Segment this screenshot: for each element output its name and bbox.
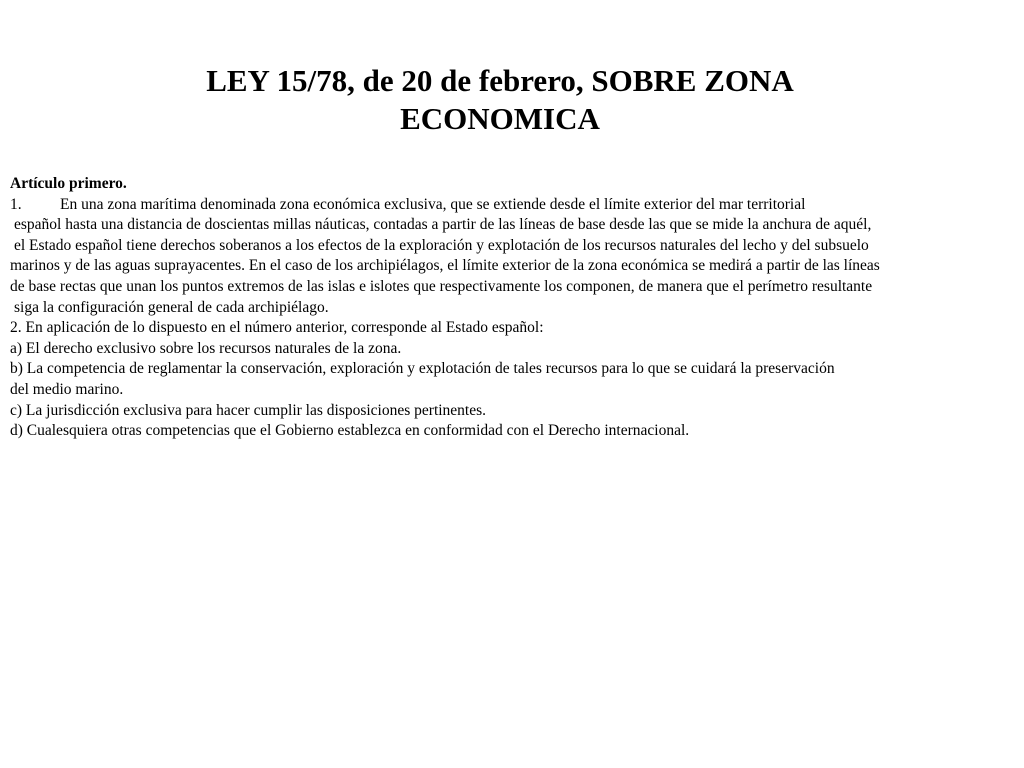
- paragraph-line: siga la configuración general de cada archipiélago.: [14, 298, 329, 316]
- list-item: d) Cualesquiera otras competencias que el Gobierno establezca en conformidad con el Derecho internacional.: [10, 422, 690, 440]
- paragraph-line: el Estado español tiene derechos soberanos a los efectos de la exploración y explotación de los recursos naturales del lecho y del subsuelo: [14, 236, 869, 254]
- document-title: [100, 62, 900, 138]
- item-number: 1.: [10, 195, 22, 213]
- list-item-continuation: del medio marino.: [10, 380, 124, 398]
- paragraph-line: de base rectas que unan los puntos extremos de las islas e islotes que respectivamente los componen, de manera que el perímetro resultante: [10, 277, 873, 295]
- list-item: c) La jurisdicción exclusiva para hacer cumplir las disposiciones pertinentes.: [10, 401, 487, 419]
- paragraph-text: En una zona marítima denominada zona económica exclusiva, que se extiende desde el límite exterior del mar territorial: [60, 195, 806, 213]
- article-heading: Artículo primero.: [10, 175, 127, 192]
- list-item: b) La competencia de reglamentar la conservación, exploración y explotación de tales recursos para lo que se cuidará la preservación: [10, 360, 835, 378]
- title-line-2: ECONOMICA: [400, 101, 600, 136]
- title-line-1: LEY 15/78, de 20 de febrero, SOBRE ZONA: [206, 63, 794, 98]
- paragraph-line: [10, 195, 1014, 216]
- list-item: a) El derecho exclusivo sobre los recursos naturales de la zona.: [10, 339, 402, 357]
- document-body: [10, 174, 1014, 442]
- paragraph-line: marinos y de las aguas suprayacentes. En el caso de los archipiélagos, el límite exterior de la zona económica se medirá a partir de las líneas: [10, 257, 880, 275]
- paragraph-line: español hasta una distancia de doscientas millas náuticas, contadas a partir de las líneas de base desde las que se mide la anchura de aquél,: [14, 216, 872, 234]
- paragraph-line: 2. En aplicación de lo dispuesto en el número anterior, corresponde al Estado español:: [10, 319, 544, 337]
